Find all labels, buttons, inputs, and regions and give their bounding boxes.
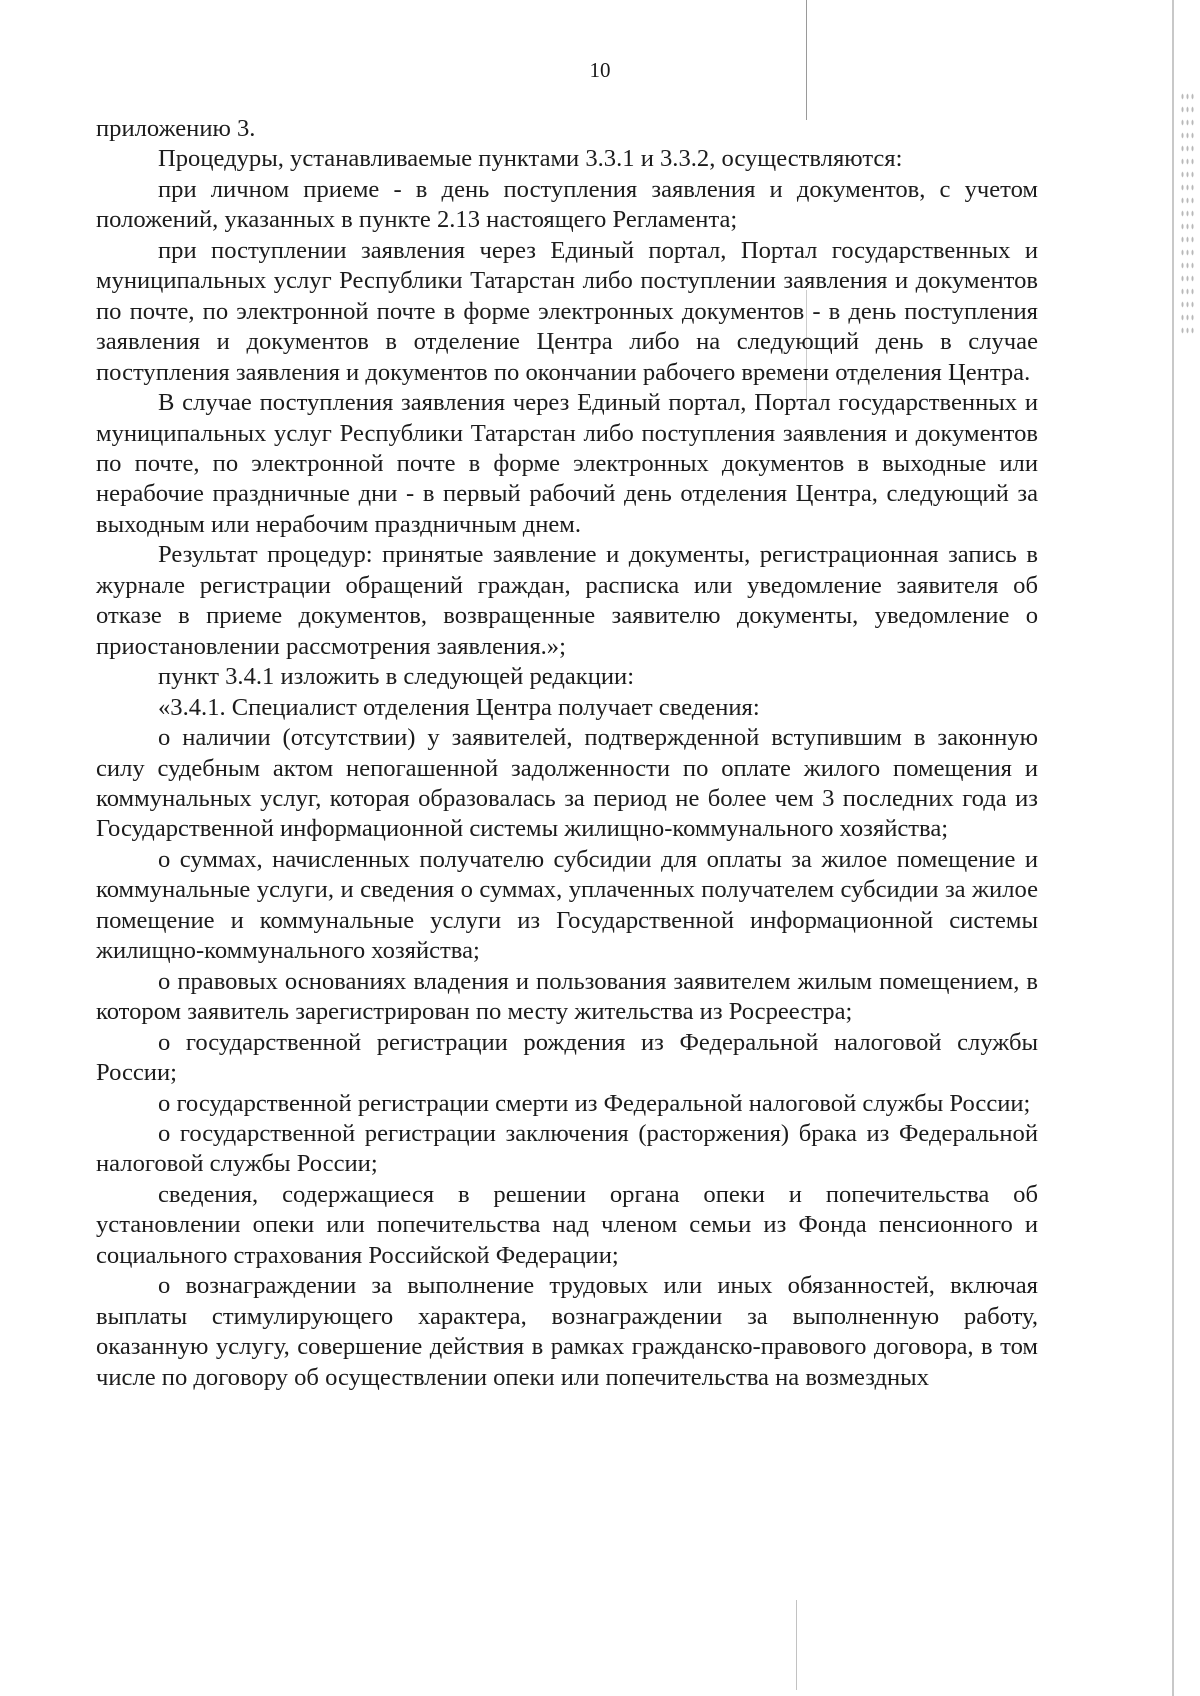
paragraph: «3.4.1. Специалист отделения Центра получает сведения: bbox=[158, 693, 760, 721]
scan-artifact-line bbox=[796, 1600, 797, 1690]
document-body bbox=[96, 114, 1038, 1393]
page-number: 10 bbox=[589, 58, 611, 82]
paragraph: о государственной регистрации смерти из Федеральной налоговой службы России; bbox=[158, 1089, 1031, 1117]
scan-page-edge bbox=[1172, 0, 1174, 1696]
paragraph: о суммах, начисленных получателю субсидии для оплаты за жилое помещение и коммунальные услуги, и сведения о суммах, уплаченных получателем субсидии за жилое помещение и коммунальные услуги из Государственной информационной системы жилищно-коммунального хозяйства; bbox=[96, 845, 1038, 965]
scan-specks bbox=[1180, 90, 1194, 340]
paragraph: при личном приеме - в день поступления заявления и документов, с учетом положений, указанных в пункте 2.13 настоящего Регламента; bbox=[96, 175, 1038, 234]
paragraph: сведения, содержащиеся в решении органа опеки и попечительства об установлении опеки или попечительства над членом семьи из Фонда пенсионного и социального страхования Российской Федерации; bbox=[96, 1180, 1038, 1269]
paragraph: о государственной регистрации заключения (расторжения) брака из Федеральной налоговой службы России; bbox=[96, 1119, 1038, 1178]
paragraph: Процедуры, устанавливаемые пунктами 3.3.1 и 3.3.2, осуществляются: bbox=[158, 145, 903, 173]
paragraph: о наличии (отсутствии) у заявителей, подтвержденной вступившим в законную силу судебным актом непогашенной задолженности по оплате жилого помещения и коммунальных услуг, которая образовалась за период не более чем 3 последних года из Государственной информационной системы жилищно-коммунального хозяйства; bbox=[96, 724, 1038, 843]
paragraph: Результат процедур: принятые заявление и документы, регистрационная запись в журнале регистрации обращений граждан, расписка или уведомление заявителя об отказе в приеме документов, возвращенные заявителю документы, уведомление о приостановлении рассмотрения заявления.»; bbox=[96, 541, 1038, 660]
paragraph: о правовых основаниях владения и пользования заявителем жилым помещением, в котором заявитель зарегистрирован по месту жительства из Росреестра; bbox=[96, 967, 1038, 1026]
paragraph: о вознаграждении за выполнение трудовых или иных обязанностей, включая выплаты стимулирующего характера, вознаграждении за выполненную работу, оказанную услугу, совершение действия в рамках гражданско-правового договора, в том числе по договору об осуществлении опеки или попечительства на возмездных bbox=[96, 1272, 1038, 1391]
paragraph: В случае поступления заявления через Единый портал, Портал государственных и муниципальных услуг Республики Татарстан либо поступления заявления и документов по почте, по электронной почте в форме электронных документов в выходные или нерабочие праздничные дни - в первый рабочий день отделения Центра, следующий за выходным или нерабочим праздничным днем. bbox=[96, 389, 1038, 538]
paragraph: пункт 3.4.1 изложить в следующей редакции: bbox=[158, 663, 635, 691]
paragraph: о государственной регистрации рождения из Федеральной налоговой службы России; bbox=[96, 1028, 1038, 1087]
paragraph: приложению 3. bbox=[96, 115, 256, 142]
paragraph: при поступлении заявления через Единый портал, Портал государственных и муниципальных услуг Республики Татарстан либо поступлении заявления и документов по почте, по электронной почте в форме электронных документов - в день поступления заявления и документов в отделение Центра либо на следующий день в случае поступления заявления и документов по окончании рабочего времени отделения Центра. bbox=[96, 236, 1038, 386]
